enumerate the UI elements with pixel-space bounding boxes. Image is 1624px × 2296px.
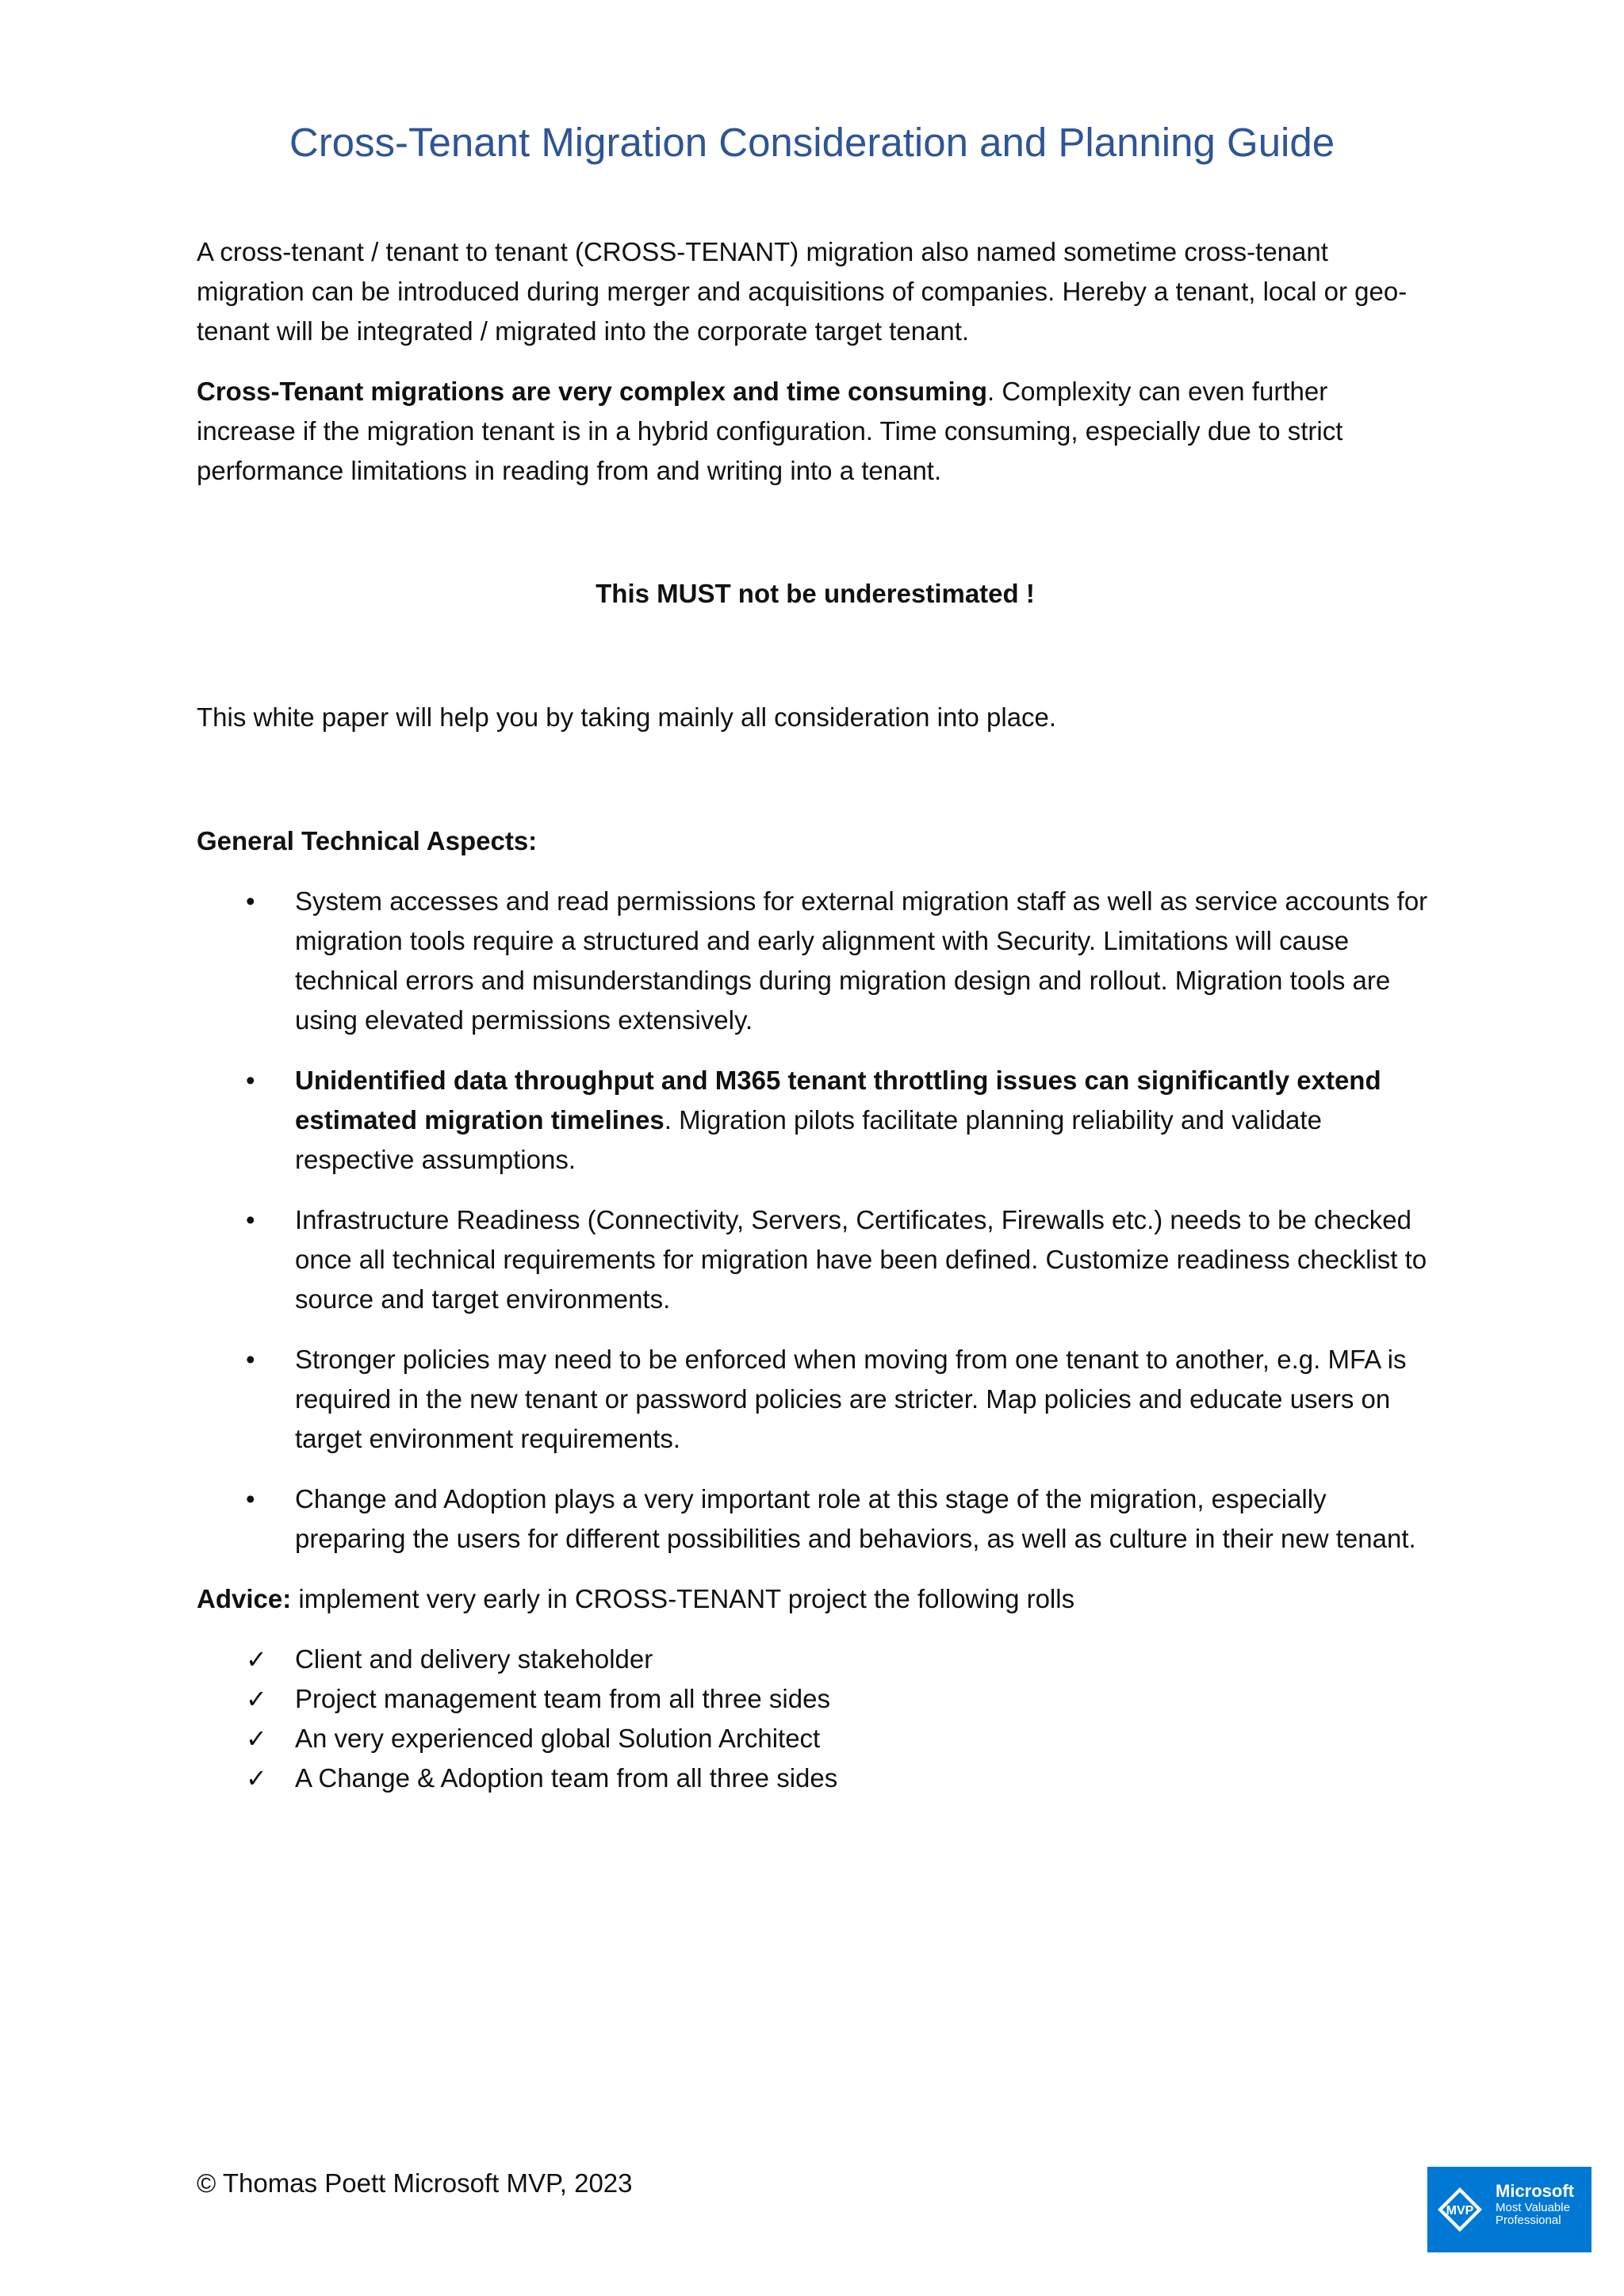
warning-statement: This MUST not be underestimated !	[596, 579, 1035, 608]
roles-checklist	[197, 1640, 1434, 1798]
checklist-item	[197, 1679, 1434, 1719]
checkmark-icon: ✓	[246, 1685, 267, 1713]
bullet-icon: •	[246, 1205, 255, 1234]
advice-label: Advice:	[197, 1584, 292, 1613]
list-item	[197, 1479, 1434, 1559]
document-title: Cross-Tenant Migration Consideration and Planning Guide	[289, 120, 1335, 165]
section-heading: General Technical Aspects:	[197, 826, 538, 855]
list-item-text: . Migration pilots facilitate planning reliability and validate respective assumptions.	[295, 1105, 1322, 1174]
list-item-text: Infrastructure Readiness (Connectivity, Servers, Certificates, Firewalls etc.) needs to be checked once all technical requirements for migration have been defined. Customize readiness checklist to source and target environments.	[295, 1205, 1427, 1314]
mvp-mark-text: MVP	[1446, 2204, 1474, 2218]
checklist-item	[197, 1758, 1434, 1798]
list-item	[197, 1061, 1434, 1180]
bullet-icon: •	[246, 1066, 255, 1095]
complexity-bold-text: Cross-Tenant migrations are very complex and time consuming	[197, 377, 987, 406]
checkmark-icon: ✓	[246, 1645, 267, 1674]
mvp-brand: Microsoft	[1496, 2181, 1574, 2201]
list-item-text: System accesses and read permissions for external migration staff as well as service accounts for migration tools require a structured and early alignment with Security. Limitations will cause technical errors and misunderstandings during migration design and rollout. Migration tools are using elevated permissions extensively.	[295, 886, 1428, 1035]
list-item	[197, 882, 1434, 1040]
list-item-text: Stronger policies may need to be enforced when moving from one tenant to another, e.g. MFA is required in the new tenant or password policies are stricter. Map policies and educate users on target environment requirements.	[295, 1345, 1407, 1453]
intro-paragraph: A cross-tenant / tenant to tenant (CROSS-TENANT) migration also named sometime cross-tenant migration can be introduced during merger and acquisitions of companies. Hereby a tenant, local or geo-tenant will be integrated / migrated into the corporate target tenant.	[197, 237, 1408, 346]
checklist-item-text: Project management team from all three sides	[295, 1684, 830, 1713]
document-body	[197, 232, 1434, 1798]
list-item	[197, 1340, 1434, 1459]
bullet-icon: •	[246, 886, 255, 916]
mvp-badge-text	[1496, 2181, 1574, 2227]
list-item	[197, 1200, 1434, 1319]
mvp-diamond-icon	[1437, 2187, 1483, 2233]
bullet-icon: •	[246, 1345, 255, 1374]
checklist-item	[197, 1640, 1434, 1679]
mvp-badge-logo	[1427, 2167, 1591, 2252]
mvp-line-2: Professional	[1496, 2214, 1561, 2227]
bullet-icon: •	[246, 1484, 255, 1513]
checklist-item-text: An very experienced global Solution Architect	[295, 1724, 821, 1753]
complexity-paragraph	[197, 372, 1434, 491]
list-item-text: Change and Adoption plays a very important role at this stage of the migration, especially preparing the users for different possibilities and behaviors, as well as culture in their new tenant.	[295, 1484, 1416, 1553]
list-item-bold-text: Unidentified data throughput and M365 tenant throttling issues can significantly extend estimated migration timelines	[295, 1066, 1381, 1135]
checkmark-icon: ✓	[246, 1764, 267, 1793]
checklist-item-text: Client and delivery stakeholder	[295, 1644, 653, 1674]
checklist-item	[197, 1719, 1434, 1758]
technical-aspects-list	[197, 882, 1434, 1559]
mvp-line-1: Most Valuable	[1496, 2201, 1570, 2214]
checkmark-icon: ✓	[246, 1724, 267, 1753]
advice-text: implement very early in CROSS-TENANT project the following rolls	[291, 1584, 1075, 1613]
complexity-text: . Complexity can even further increase if the migration tenant is in a hybrid configuration. Time consuming, especially due to strict performance limitations in reading from and writing into a tenant.	[197, 377, 1343, 485]
checklist-item-text: A Change & Adoption team from all three sides	[295, 1763, 838, 1793]
whitepaper-statement: This white paper will help you by taking mainly all consideration into place.	[197, 702, 1057, 732]
advice-paragraph	[197, 1579, 1434, 1619]
footer-copyright: © Thomas Poett Microsoft MVP, 2023	[197, 2168, 633, 2198]
